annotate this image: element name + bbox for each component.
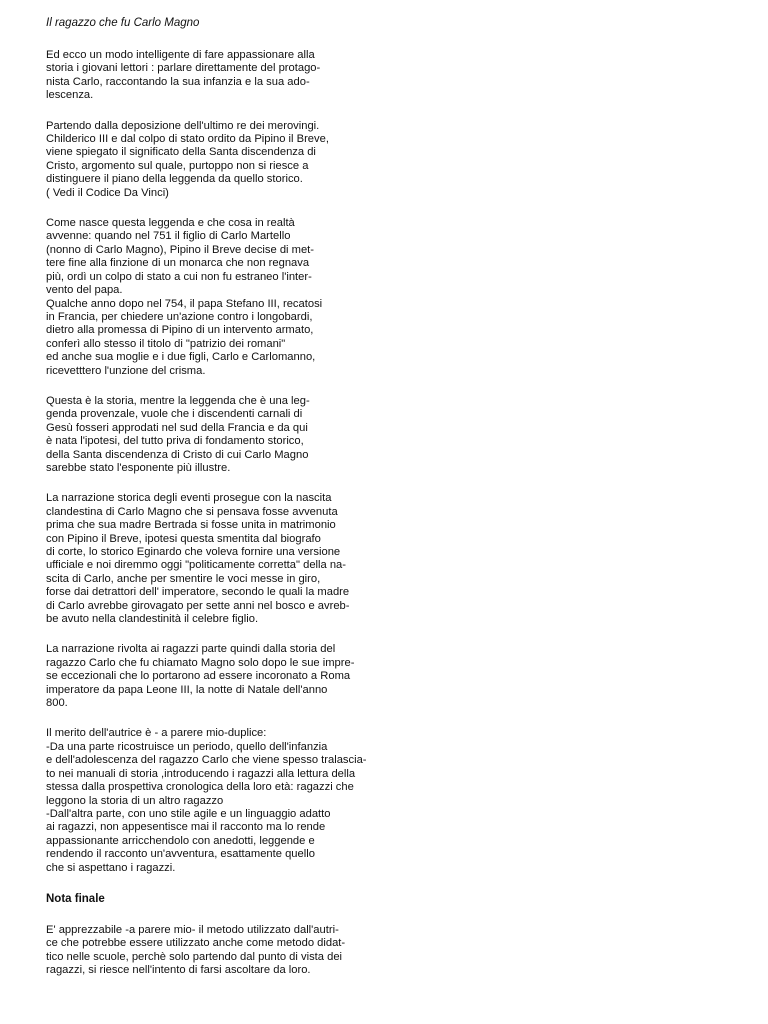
text-line: prima che sua madre Bertrada si fosse unita in matrimonio — [46, 519, 336, 532]
paragraph — [46, 395, 406, 475]
text-line: Childerico III e dal colpo di stato ordito da Pipino il Breve, — [46, 133, 329, 146]
text-line: e dell'adolescenza del ragazzo Carlo che viene spesso tralascia- — [46, 754, 367, 767]
text-line: ed anche sua moglie e i due figli, Carlo e Carlomanno, — [46, 351, 316, 364]
paragraph — [46, 217, 406, 378]
document-title: Il ragazzo che fu Carlo Magno — [46, 17, 200, 29]
text-line: stessa dalla prospettiva cronologica della loro età: ragazzi che — [46, 781, 354, 794]
text-line: E' apprezzabile -a parere mio- il metodo utilizzato dall'autri- — [46, 923, 339, 936]
text-line: ce che potrebbe essere utilizzato anche come metodo didat- — [46, 937, 346, 950]
text-line: è nata l'ipotesi, del tutto priva di fondamento storico, — [46, 435, 304, 448]
text-line: -Dall'altra parte, con uno stile agile e un linguaggio adatto — [46, 807, 331, 820]
text-line: (nonno di Carlo Magno), Pipino il Breve decise di met- — [46, 243, 315, 256]
text-line: che si aspettano i ragazzi. — [46, 861, 176, 874]
text-line: ricevetttero l'unzione del crisma. — [46, 364, 206, 377]
text-line: avvenne: quando nel 751 il figlio di Carlo Martello — [46, 230, 291, 243]
text-line: -Da una parte ricostruisce un periodo, quello dell'infanzia — [46, 740, 328, 753]
text-line: scita di Carlo, anche per smentire le voci messe in giro, — [46, 572, 321, 585]
document-page — [46, 16, 406, 995]
text-line: to nei manuali di storia ,introducendo i ragazzi alla lettura della — [46, 767, 356, 780]
text-line: ( Vedi il Codice Da Vinci) — [46, 186, 169, 199]
body-paragraphs — [46, 49, 406, 875]
text-line: 800. — [46, 697, 68, 710]
text-line: appassionante arricchendolo con anedotti, leggende e — [46, 834, 315, 847]
text-line: be avuto nella clandestinità il celebre figlio. — [46, 613, 259, 626]
text-line: in Francia, per chiedere un'azione contro i longobardi, — [46, 310, 313, 323]
paragraph — [46, 727, 406, 874]
text-line: ragazzo Carlo che fu chiamato Magno solo dopo le sue impre- — [46, 656, 355, 669]
text-line: di corte, lo storico Eginardo che voleva fornire una versione — [46, 546, 341, 558]
text-line: con Pipino il Breve, ipotesi questa smentita dal biografo — [46, 532, 321, 545]
text-line: della Santa discendenza di Cristo di cui Carlo Magno — [46, 448, 309, 461]
text-line: lescenza. — [46, 89, 94, 102]
text-line: sarebbe stato l'esponente più illustre. — [46, 461, 231, 474]
text-line: vento del papa. — [46, 284, 123, 297]
text-line: forse dai detrattori dell' imperatore, secondo le quali la madre — [46, 586, 350, 599]
text-line: Cristo, argomento sul quale, purtoppo non si riesce a — [46, 159, 309, 172]
text-line: conferì allo stesso il titolo di "patrizio dei romani" — [46, 337, 286, 350]
text-line: tere fine alla finzione di un monarca che non regnava — [46, 257, 310, 270]
text-line: viene spiegato il significato della Santa discendenza di — [46, 146, 316, 159]
paragraph — [46, 492, 406, 626]
text-line: imperatore da papa Leone III, la notte di Natale dell'anno — [46, 683, 328, 696]
text-line: clandestina di Carlo Magno che si pensava fosse avvenuta — [46, 505, 338, 518]
text-line: ragazzi, si riesce nell'intento di farsi ascoltare da loro. — [46, 964, 311, 977]
text-line: Questa è la storia, mentre la leggenda che è una leg- — [46, 394, 310, 407]
text-line: più, ordì un colpo di stato a cui non fu estraneo l'inter- — [46, 270, 312, 283]
text-line: Ed ecco un modo intelligente di fare appassionare alla — [46, 49, 315, 61]
text-line: ufficiale e noi diremmo oggi "politicamente corretta" della na- — [46, 559, 347, 572]
section-heading: Nota finale — [46, 892, 105, 905]
text-line: genda provenzale, vuole che i discendenti carnali di — [46, 408, 303, 421]
text-line: tico nelle scuole, perchè solo partendo dal punto di vista dei — [46, 950, 343, 963]
paragraph — [46, 643, 406, 710]
text-line: rendendo il racconto un'avventura, esattamente quello — [46, 848, 315, 861]
paragraph — [46, 120, 406, 200]
text-line: storia i giovani lettori : parlare direttamente del protago- — [46, 62, 321, 75]
text-line: La narrazione storica degli eventi prosegue con la nascita — [46, 492, 332, 505]
text-line: se eccezionali che lo portarono ad essere incoronato a Roma — [46, 670, 351, 683]
text-line: Il merito dell'autrice è - a parere mio-duplice: — [46, 727, 267, 740]
text-line: dietro alla promessa di Pipino di un intervento armato, — [46, 324, 314, 337]
text-line: di Carlo avrebbe girovagato per sette anni nel bosco e avreb- — [46, 599, 350, 612]
text-line: ai ragazzi, non appesentisce mai il racconto ma lo rende — [46, 821, 326, 834]
text-line: Partendo dalla deposizione dell'ultimo re dei merovingi. — [46, 119, 320, 132]
text-line: nista Carlo, raccontando la sua infanzia e la sua ado- — [46, 75, 310, 88]
text-line: leggono la storia di un altro ragazzo — [46, 794, 224, 807]
text-line: Come nasce questa leggenda e che cosa in realtà — [46, 217, 295, 230]
paragraph — [46, 49, 406, 103]
text-line: Gesù fosseri approdati nel sud della Francia e da qui — [46, 421, 308, 434]
text-line: Qualche anno dopo nel 754, il papa Stefano III, recatosi — [46, 297, 323, 310]
text-line: La narrazione rivolta ai ragazzi parte quindi dalla storia del — [46, 643, 336, 656]
final-paragraph — [46, 924, 406, 978]
text-line: distinguere il piano della leggenda da quello storico. — [46, 173, 303, 186]
